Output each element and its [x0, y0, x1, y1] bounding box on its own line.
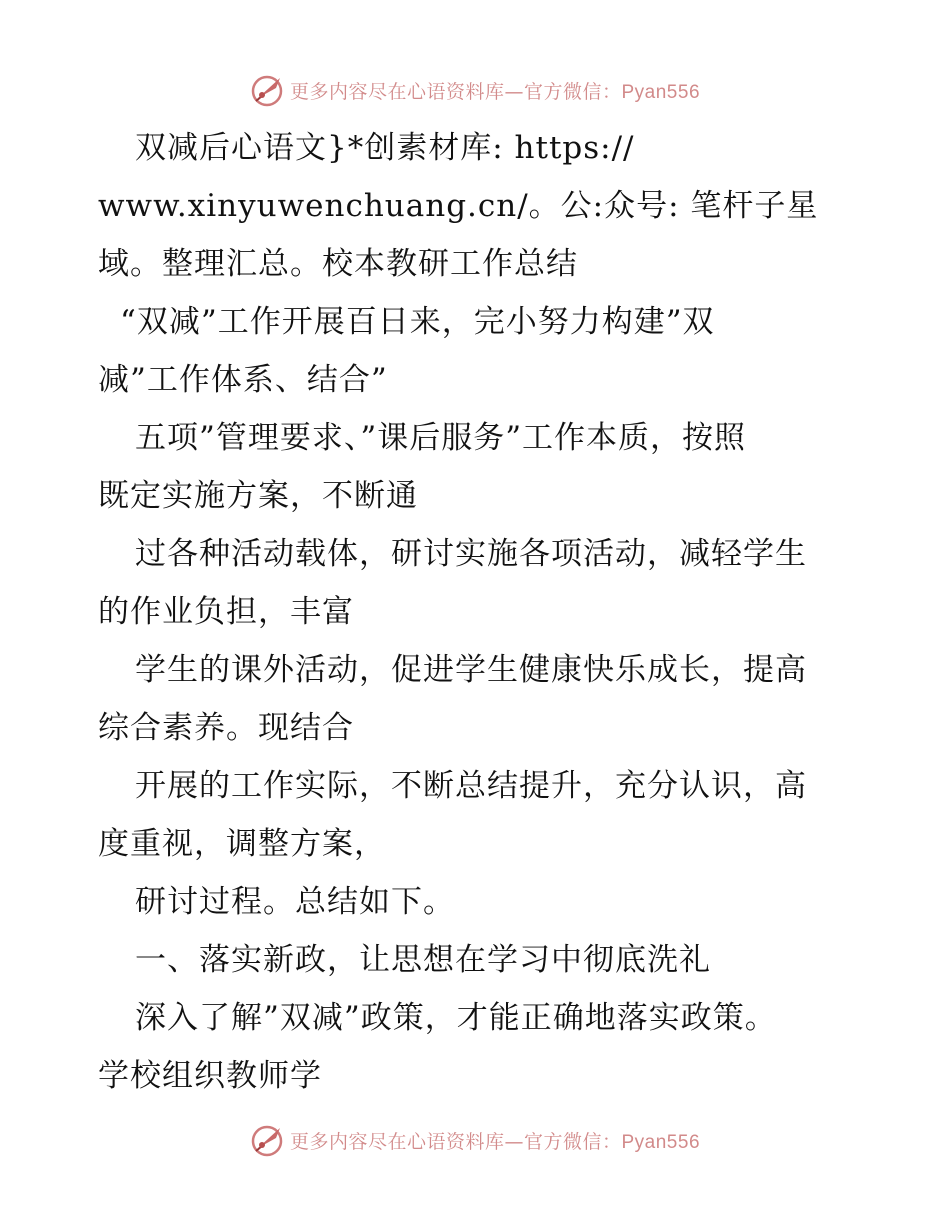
text-line: 双减后心语文}*创素材库: https://	[135, 130, 635, 166]
text-line: “双减”工作开展百日来，完小努力构建”双	[120, 304, 715, 340]
text-line: 综合素养。现结合	[98, 710, 354, 746]
section-heading: 一、落实新政，让思想在学习中彻底洗礼	[135, 942, 711, 978]
text-line: 开展的工作实际，不断总结提升，充分认识，高	[135, 768, 807, 804]
text-line: 减”工作体系、结合”	[98, 362, 388, 398]
text-line: 学生的课外活动，促进学生健康快乐成长，提高	[135, 652, 807, 688]
text-line: 五项”管理要求、”课后服务”工作本质，按照	[135, 420, 747, 456]
banner-text: 更多内容尽在心语资料库—官方微信：Pyan556	[289, 80, 701, 103]
text-line: 既定实施方案，不断通	[98, 478, 418, 514]
text-line: 的作业负担，丰富	[98, 594, 354, 630]
quill-logo-icon	[250, 1122, 286, 1158]
text-line: 学校组织教师学	[98, 1058, 322, 1094]
text-line: 域。整理汇总。校本教研工作总结	[98, 246, 578, 282]
text-line: 过各种活动载体，研讨实施各项活动，减轻学生	[135, 536, 807, 572]
banner-text: 更多内容尽在心语资料库—官方微信：Pyan556	[289, 1130, 701, 1153]
text-line: www.xinyuwenchuang.cn/。公:众号: 笔杆子星	[98, 188, 819, 224]
document-body	[98, 119, 858, 1105]
text-line: 深入了解”双减”政策，才能正确地落实政策。	[135, 1000, 777, 1036]
footer-banner	[0, 1120, 950, 1160]
text-line: 度重视，调整方案，	[98, 826, 386, 862]
header-banner	[0, 70, 950, 110]
text-line: 研讨过程。总结如下。	[135, 884, 455, 920]
quill-logo-icon	[250, 72, 286, 108]
